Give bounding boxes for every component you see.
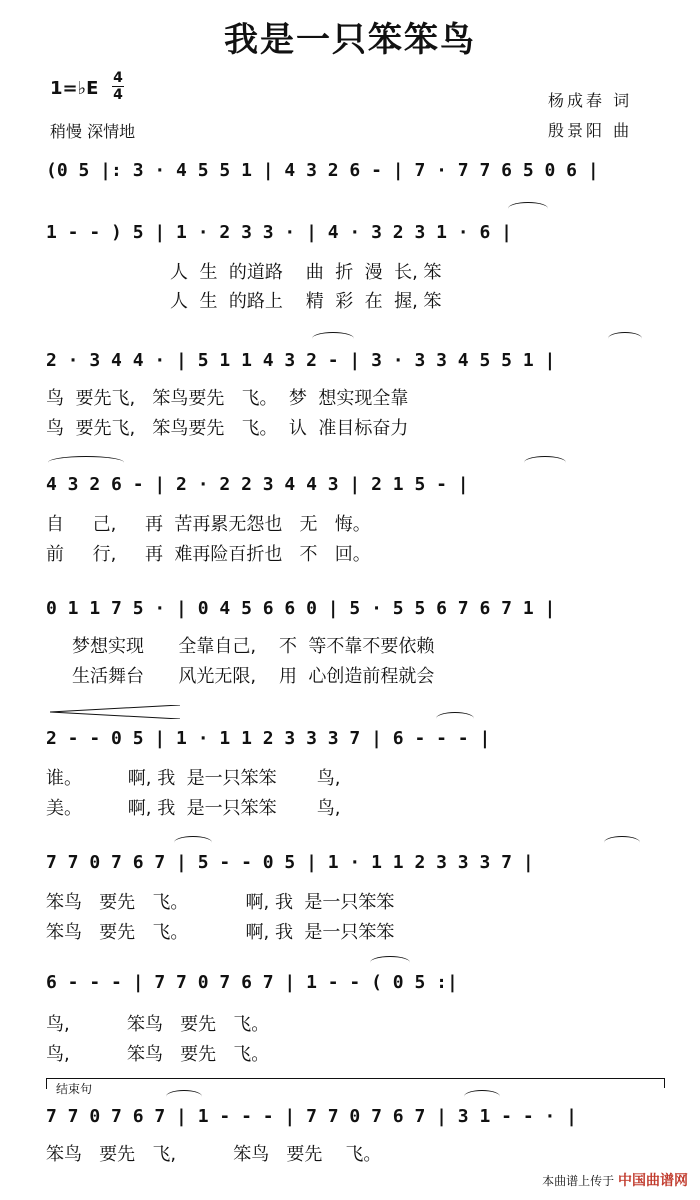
lyric-row-6-verse-1: 谁。 啊, 我 是一只笨笨 鸟, bbox=[46, 768, 341, 789]
composer-credit: 殷景阳 曲 bbox=[548, 121, 633, 140]
site-logo: 中国曲谱网 bbox=[618, 1173, 688, 1189]
slur bbox=[604, 836, 640, 849]
lyric-row-8-verse-2: 鸟, 笨鸟 要先 飞。 bbox=[46, 1044, 270, 1065]
slur bbox=[436, 712, 474, 725]
time-signature bbox=[112, 70, 124, 103]
lyric-row-5-verse-1: 梦想实现 全靠自己, 不 等不靠不要依赖 bbox=[72, 636, 435, 657]
lyric-row-7-verse-2: 笨鸟 要先 飞。 啊, 我 是一只笨笨 bbox=[46, 922, 395, 943]
slur bbox=[370, 956, 410, 969]
score-row-8: 6 - - - | 7 7 0 7 6 7 | 1 - - ( 0 5 :| bbox=[46, 972, 458, 993]
slur bbox=[166, 1090, 202, 1103]
score-row-2: 1 - - ) 5 | 1 · 2 3 3 · | 4 · 3 2 3 1 · 6 | bbox=[46, 222, 512, 243]
lyric-row-7-verse-1: 笨鸟 要先 飞。 啊, 我 是一只笨笨 bbox=[46, 892, 395, 913]
lyric-row-3-verse-2: 鸟 要先飞, 笨鸟要先 飞。 认 准目标奋力 bbox=[46, 418, 409, 439]
tempo-marking: 稍慢 深情地 bbox=[50, 122, 136, 141]
slur bbox=[608, 332, 642, 345]
lyric-row-6-verse-2: 美。 啊, 我 是一只笨笨 鸟, bbox=[46, 798, 341, 819]
time-signature-top: 4 bbox=[113, 70, 123, 86]
ending-bracket-end bbox=[664, 1078, 665, 1088]
lyric-row-3-verse-1: 鸟 要先飞, 笨鸟要先 飞。 梦 想实现全靠 bbox=[46, 388, 409, 409]
score-row-7: 7 7 0 7 6 7 | 5 - - 0 5 | 1 · 1 1 2 3 3 3 7 | bbox=[46, 852, 534, 873]
lyric-row-4-verse-1: 自 己, 再 苦再累无怨也 无 悔。 bbox=[46, 514, 371, 535]
score-row-4: 4 3 2 6 - | 2 · 2 2 3 4 4 3 | 2 1 5 - | bbox=[46, 474, 469, 495]
slur bbox=[312, 332, 354, 345]
lyric-row-5-verse-2: 生活舞台 风光无限, 用 心创造前程就会 bbox=[72, 666, 435, 687]
lyric-row-9: 笨鸟 要先 飞, 笨鸟 要先 飞。 bbox=[46, 1144, 382, 1165]
score-row-5: 0 1 1 7 5 · | 0 4 5 6 6 0 | 5 · 5 5 6 7 6 7 1 | bbox=[46, 598, 556, 619]
score-row-6: 2 - - 0 5 | 1 · 1 1 2 3 3 3 7 | 6 - - - | bbox=[46, 728, 491, 749]
page-title: 我是一只笨笨鸟 bbox=[224, 20, 476, 60]
slur bbox=[464, 1090, 500, 1103]
decrescendo-mark bbox=[50, 705, 180, 719]
lyricist-credit: 杨成春 词 bbox=[548, 91, 633, 110]
slur bbox=[524, 456, 566, 469]
score-row-3: 2 · 3 4 4 · | 5 1 1 4 3 2 - | 3 · 3 3 4 5 5 1 | bbox=[46, 350, 556, 371]
slur bbox=[174, 836, 212, 849]
key-signature: 1=♭E bbox=[50, 78, 99, 99]
slur bbox=[508, 202, 548, 215]
score-row-1: (0 5 |: 3 · 4 5 5 1 | 4 3 2 6 - | 7 · 7 7 6 5 0 6 | bbox=[46, 160, 599, 181]
time-signature-bottom: 4 bbox=[113, 87, 123, 103]
ending-bracket bbox=[46, 1078, 665, 1089]
footer-credit bbox=[542, 1170, 688, 1190]
lyric-row-2-verse-1: 人 生 的道路 曲 折 漫 长, 笨 bbox=[170, 262, 442, 283]
ending-label: 结束句 bbox=[56, 1082, 93, 1096]
lyric-row-4-verse-2: 前 行, 再 难再险百折也 不 回。 bbox=[46, 544, 371, 565]
slur bbox=[48, 456, 124, 469]
lyric-row-2-verse-2: 人 生 的路上 精 彩 在 握, 笨 bbox=[170, 291, 442, 312]
lyric-row-8-verse-1: 鸟, 笨鸟 要先 飞。 bbox=[46, 1014, 270, 1035]
score-row-9: 7 7 0 7 6 7 | 1 - - - | 7 7 0 7 6 7 | 3 1 - - · | bbox=[46, 1106, 578, 1127]
footer-text: 本曲谱上传于 bbox=[542, 1174, 615, 1188]
